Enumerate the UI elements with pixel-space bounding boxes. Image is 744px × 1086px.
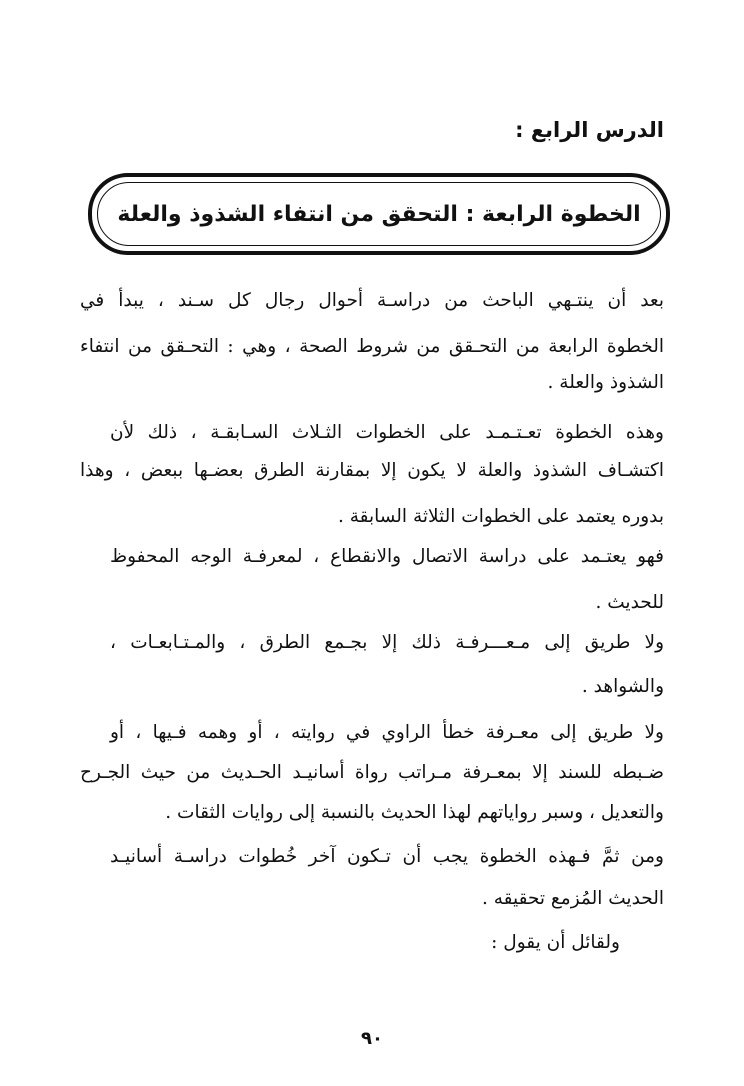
- lesson-title: الدرس الرابع :: [515, 118, 664, 142]
- page-number: ٩٠: [361, 1028, 383, 1049]
- paragraph-line: ولا طريق إلى معـرفة خطأ الراوي في روايته ، أو وهمه فـيها ، أو: [110, 722, 664, 743]
- paragraph-line: الشذوذ والعلة .: [547, 372, 664, 393]
- paragraph-line: للحديث .: [595, 592, 664, 613]
- paragraph-line: الحديث المُزمع تحقيقه .: [481, 888, 664, 909]
- paragraph-line: ومن ثمَّ فـهذه الخطوة يجب أن تـكون آخر خُطوات دراسـة أسانيـد: [110, 846, 664, 867]
- paragraph-line: فهو يعتـمد على دراسة الاتصال والانقطاع ، لمعرفـة الوجه المحفوظ: [110, 546, 664, 567]
- paragraph-line: ولقائل أن يقول :: [491, 932, 620, 953]
- paragraph-line: الخطوة الرابعة من التحـقق من شروط الصحة ، وهي : التحـقق من انتفاء: [80, 336, 664, 357]
- step-title-frame: [88, 173, 670, 255]
- paragraph-line: بعد أن ينتـهي الباحث من دراسـة أحوال رجال كل سـند ، يبدأ في: [80, 290, 664, 311]
- paragraph-line: والتعديل ، وسبر رواياتهم لهذا الحديث بالنسبة إلى روايات الثقات .: [165, 802, 664, 823]
- step-title: الخطوة الرابعة : التحقق من انتفاء الشذوذ والعلة: [117, 201, 641, 227]
- paragraph-line: بدوره يعتمد على الخطوات الثلاثة السابقة .: [337, 506, 664, 527]
- paragraph-line: ضـبطه للسند إلا بمعـرفة مـراتب رواة أسانيـد الحـديث من حيث الجـرح: [80, 762, 664, 783]
- paragraph-line: والشواهد .: [581, 676, 664, 697]
- paragraph-line: وهذه الخطوة تعـتـمـد على الخطوات الثـلاث السـابقـة ، ذلك لأن: [110, 422, 664, 443]
- paragraph-line: اكتشـاف الشذوذ والعلة لا يكون إلا بمقارنة الطرق بعضـها ببعض ، وهذا: [80, 460, 664, 481]
- paragraph-line: ولا طريق إلى مـعـــرفـة ذلك إلا بجـمع الطرق ، والمـتـابعـات ،: [110, 632, 664, 653]
